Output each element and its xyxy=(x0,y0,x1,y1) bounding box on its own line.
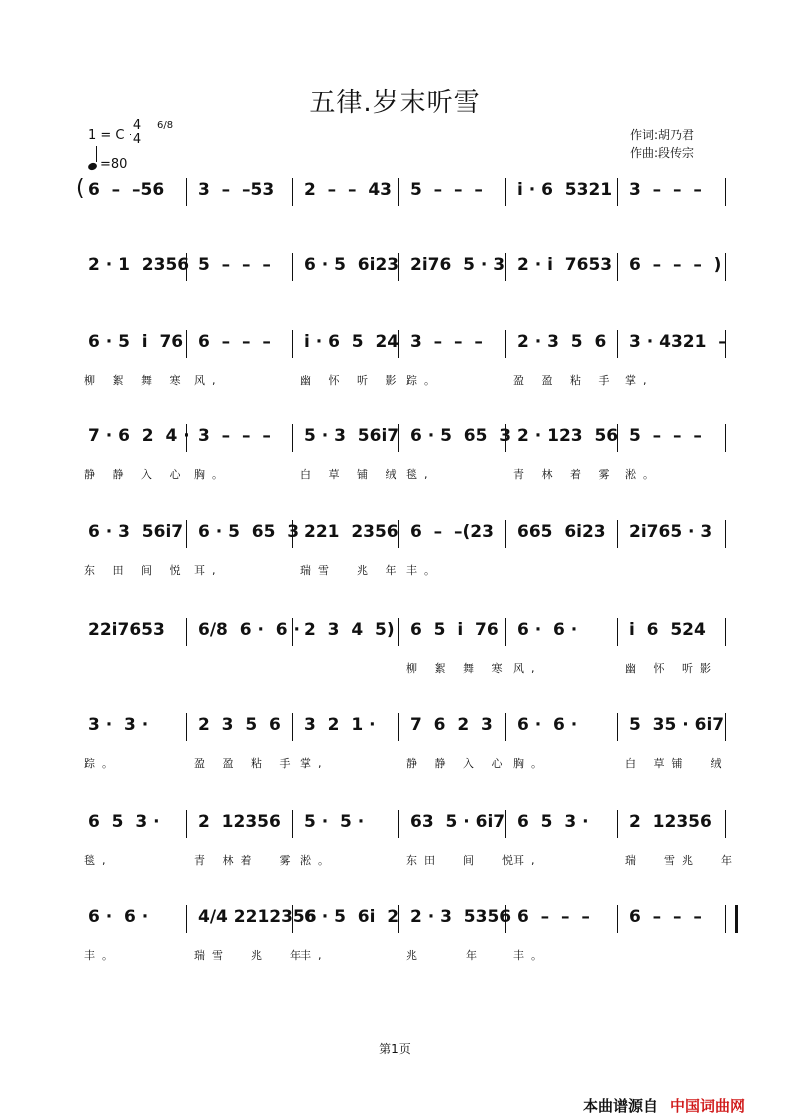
measure-notes: 3 – – – xyxy=(198,426,271,446)
measure-notes: 5 – – – xyxy=(629,426,702,446)
bar-line xyxy=(186,330,187,358)
lyric-text: 瑞雪 兆 年 xyxy=(194,949,308,962)
bar-line xyxy=(725,905,726,933)
measure-notes: 6 – –56 xyxy=(88,180,165,200)
lyric-text: 白 草 铺 绒 xyxy=(300,468,404,481)
bar-line xyxy=(186,905,187,933)
measure-notes: 2 3 5 6 xyxy=(198,715,281,735)
measure-notes: 6 · 5 6i23 xyxy=(304,255,400,275)
measure-notes: 3 2 1 · xyxy=(304,715,376,735)
measure-notes: 6 – – – xyxy=(629,907,702,927)
time-signature xyxy=(130,119,144,147)
lyric-text: 耳, xyxy=(194,564,223,577)
bar-line xyxy=(398,810,399,838)
bar-line xyxy=(292,178,293,206)
bar-line xyxy=(725,713,726,741)
tempo-marking xyxy=(88,152,127,172)
measure-notes: 221 2356 xyxy=(304,522,399,542)
song-title: 五律.岁末听雪 xyxy=(309,88,481,118)
alt-time-signature: 6/8 xyxy=(157,120,174,131)
lyric-text: 幽 怀 听 影 xyxy=(300,374,404,387)
measure-notes: 6 5 i 76 xyxy=(410,620,499,640)
tempo-value: =80 xyxy=(100,157,128,172)
lyric-text: 淞。 xyxy=(625,468,661,481)
measure-notes: 2i76 5 · 3 xyxy=(410,255,506,275)
measure-notes: 4/4 2212356 xyxy=(198,907,317,927)
open-paren: ( xyxy=(76,176,85,201)
bar-line xyxy=(505,330,506,358)
bar-line xyxy=(725,253,726,281)
measure-notes: 2 3 4 5) xyxy=(304,620,395,640)
measure-notes: 3 – – – xyxy=(629,180,702,200)
bar-line xyxy=(292,330,293,358)
bar-line xyxy=(398,713,399,741)
lyric-text: 白 草铺 绒 xyxy=(625,757,729,770)
bar-line xyxy=(505,253,506,281)
lyric-text: 耳, xyxy=(513,854,542,867)
measure-notes: 3 · 4321 – xyxy=(629,332,727,352)
measure-notes: 2 – – 43 xyxy=(304,180,392,200)
lyric-text: 丰。 xyxy=(406,564,442,577)
lyric-text: 毯, xyxy=(406,468,435,481)
bar-line xyxy=(505,178,506,206)
bar-line xyxy=(292,713,293,741)
measure-notes: 2 · i 7653 xyxy=(517,255,613,275)
measure-notes: 2 · 123 56 xyxy=(517,426,619,446)
measure-notes: 5 – – – xyxy=(410,180,483,200)
lyric-text: 柳 絮 舞 寒 xyxy=(406,662,510,675)
measure-notes: 6 · 5 65 3 xyxy=(410,426,512,446)
lyric-text: 静 静 入 心 xyxy=(406,757,510,770)
lyric-text: 东 田 间 悦 xyxy=(84,564,188,577)
bar-line xyxy=(725,178,726,206)
bar-line xyxy=(617,178,618,206)
lyric-text: 盈 盈 粘 手 xyxy=(194,757,298,770)
measure-notes: 6 – – – ) xyxy=(629,255,722,275)
measure-notes: 3 – –53 xyxy=(198,180,275,200)
lyricist: 作词:胡乃君 xyxy=(630,128,695,142)
lyric-text: 瑞雪 兆 年 xyxy=(300,564,404,577)
measure-notes: 3 – – – xyxy=(410,332,483,352)
measure-notes: 2 · 3 5356 xyxy=(410,907,512,927)
lyric-text: 瑞 雪兆 年 xyxy=(625,854,739,867)
bar-line xyxy=(505,520,506,548)
time-signature-bottom: 4 xyxy=(132,132,142,147)
lyric-text: 兆 年 xyxy=(406,949,484,962)
key-signature: 1 = C xyxy=(88,128,125,143)
quarter-note-icon xyxy=(87,162,98,172)
lyric-text: 掌, xyxy=(625,374,654,387)
lyric-text: 胸。 xyxy=(194,468,230,481)
lyric-text: 风, xyxy=(194,374,223,387)
source-prefix: 本曲谱源自 xyxy=(583,1097,659,1115)
measure-notes: 6 · 5 6i 2 xyxy=(304,907,400,927)
measure-notes: 5 35 · 6i7 xyxy=(629,715,725,735)
bar-line xyxy=(617,810,618,838)
bar-line xyxy=(398,618,399,646)
measure-notes: 2 · 3 5 6 xyxy=(517,332,607,352)
lyric-text: 丰。 xyxy=(513,949,549,962)
lyric-text: 柳 絮 舞 寒 xyxy=(84,374,188,387)
measure-notes: 63 5 · 6i7 xyxy=(410,812,506,832)
bar-line xyxy=(505,713,506,741)
bar-line xyxy=(292,253,293,281)
lyric-text: 青 林 着 雾 xyxy=(513,468,617,481)
measure-notes: 5 – – – xyxy=(198,255,271,275)
measure-notes: 6 · 6 · xyxy=(88,907,149,927)
measure-notes: 7 · 6 2 4 · xyxy=(88,426,190,446)
lyric-text: 幽 怀 听影 xyxy=(625,662,718,675)
bar-line xyxy=(292,424,293,452)
measure-notes: 6 – –(23 xyxy=(410,522,494,542)
bar-line xyxy=(186,810,187,838)
lyric-text: 盈 盈 粘 手 xyxy=(513,374,617,387)
final-barline xyxy=(735,905,738,933)
measure-notes: 6 5 3 · xyxy=(88,812,160,832)
measure-notes: 6 · 3 56i7 xyxy=(88,522,184,542)
measure-notes: 665 6i23 xyxy=(517,522,606,542)
measure-notes: 22i7653 xyxy=(88,620,165,640)
measure-notes: 2 12356 xyxy=(629,812,712,832)
lyric-text: 东田 间 悦 xyxy=(406,854,520,867)
measure-notes: 6/8 6 · 6 · xyxy=(198,620,300,640)
measure-notes: i · 6 5 24 xyxy=(304,332,400,352)
bar-line xyxy=(505,810,506,838)
bar-line xyxy=(292,810,293,838)
measure-notes: 6 · 5 65 3 xyxy=(198,522,300,542)
page-number: 第1页 xyxy=(379,1042,411,1056)
measure-notes: i 6 524 xyxy=(629,620,706,640)
measure-notes: 2 · 1 2356 xyxy=(88,255,190,275)
lyric-text: 青 林着 雾 xyxy=(194,854,298,867)
bar-line xyxy=(725,520,726,548)
source-credit xyxy=(583,1095,745,1116)
bar-line xyxy=(725,810,726,838)
lyric-text: 毯, xyxy=(84,854,113,867)
source-site: 中国词曲网 xyxy=(670,1097,746,1115)
bar-line xyxy=(186,618,187,646)
bar-line xyxy=(505,618,506,646)
bar-line xyxy=(725,618,726,646)
bar-line xyxy=(617,905,618,933)
lyric-text: 静 静 入 心 xyxy=(84,468,188,481)
measure-notes: 5 · 5 · xyxy=(304,812,365,832)
lyric-text: 风, xyxy=(513,662,542,675)
lyric-text: 掌, xyxy=(300,757,329,770)
lyric-text: 踪。 xyxy=(84,757,120,770)
lyric-text: 丰, xyxy=(300,949,329,962)
bar-line xyxy=(186,520,187,548)
measure-notes: 2i765 · 3 xyxy=(629,522,713,542)
bar-line xyxy=(617,253,618,281)
measure-notes: 6 · 5 i 76 xyxy=(88,332,184,352)
bar-line xyxy=(617,618,618,646)
measure-notes: 2 12356 xyxy=(198,812,281,832)
bar-line xyxy=(186,713,187,741)
lyric-text: 胸。 xyxy=(513,757,549,770)
bar-line xyxy=(617,713,618,741)
measure-notes: 7 6 2 3 xyxy=(410,715,493,735)
measure-notes: 6 · 6 · xyxy=(517,620,578,640)
lyric-text: 踪。 xyxy=(406,374,442,387)
measure-notes: 6 5 3 · xyxy=(517,812,589,832)
bar-line xyxy=(725,424,726,452)
measure-notes: 6 · 6 · xyxy=(517,715,578,735)
lyric-text: 淞。 xyxy=(300,854,336,867)
time-signature-top: 4 xyxy=(132,118,142,133)
bar-line xyxy=(617,330,618,358)
bar-line xyxy=(617,520,618,548)
bar-line xyxy=(186,178,187,206)
measure-notes: 6 – – – xyxy=(517,907,590,927)
measure-notes: i · 6 5321 xyxy=(517,180,613,200)
bar-line xyxy=(398,178,399,206)
lyric-text: 丰。 xyxy=(84,949,120,962)
measure-notes: 6 – – – xyxy=(198,332,271,352)
credits xyxy=(630,126,694,162)
measure-notes: 3 · 3 · xyxy=(88,715,149,735)
measure-notes: 5 · 3 56i7 xyxy=(304,426,400,446)
composer: 作曲:段传宗 xyxy=(630,146,695,160)
